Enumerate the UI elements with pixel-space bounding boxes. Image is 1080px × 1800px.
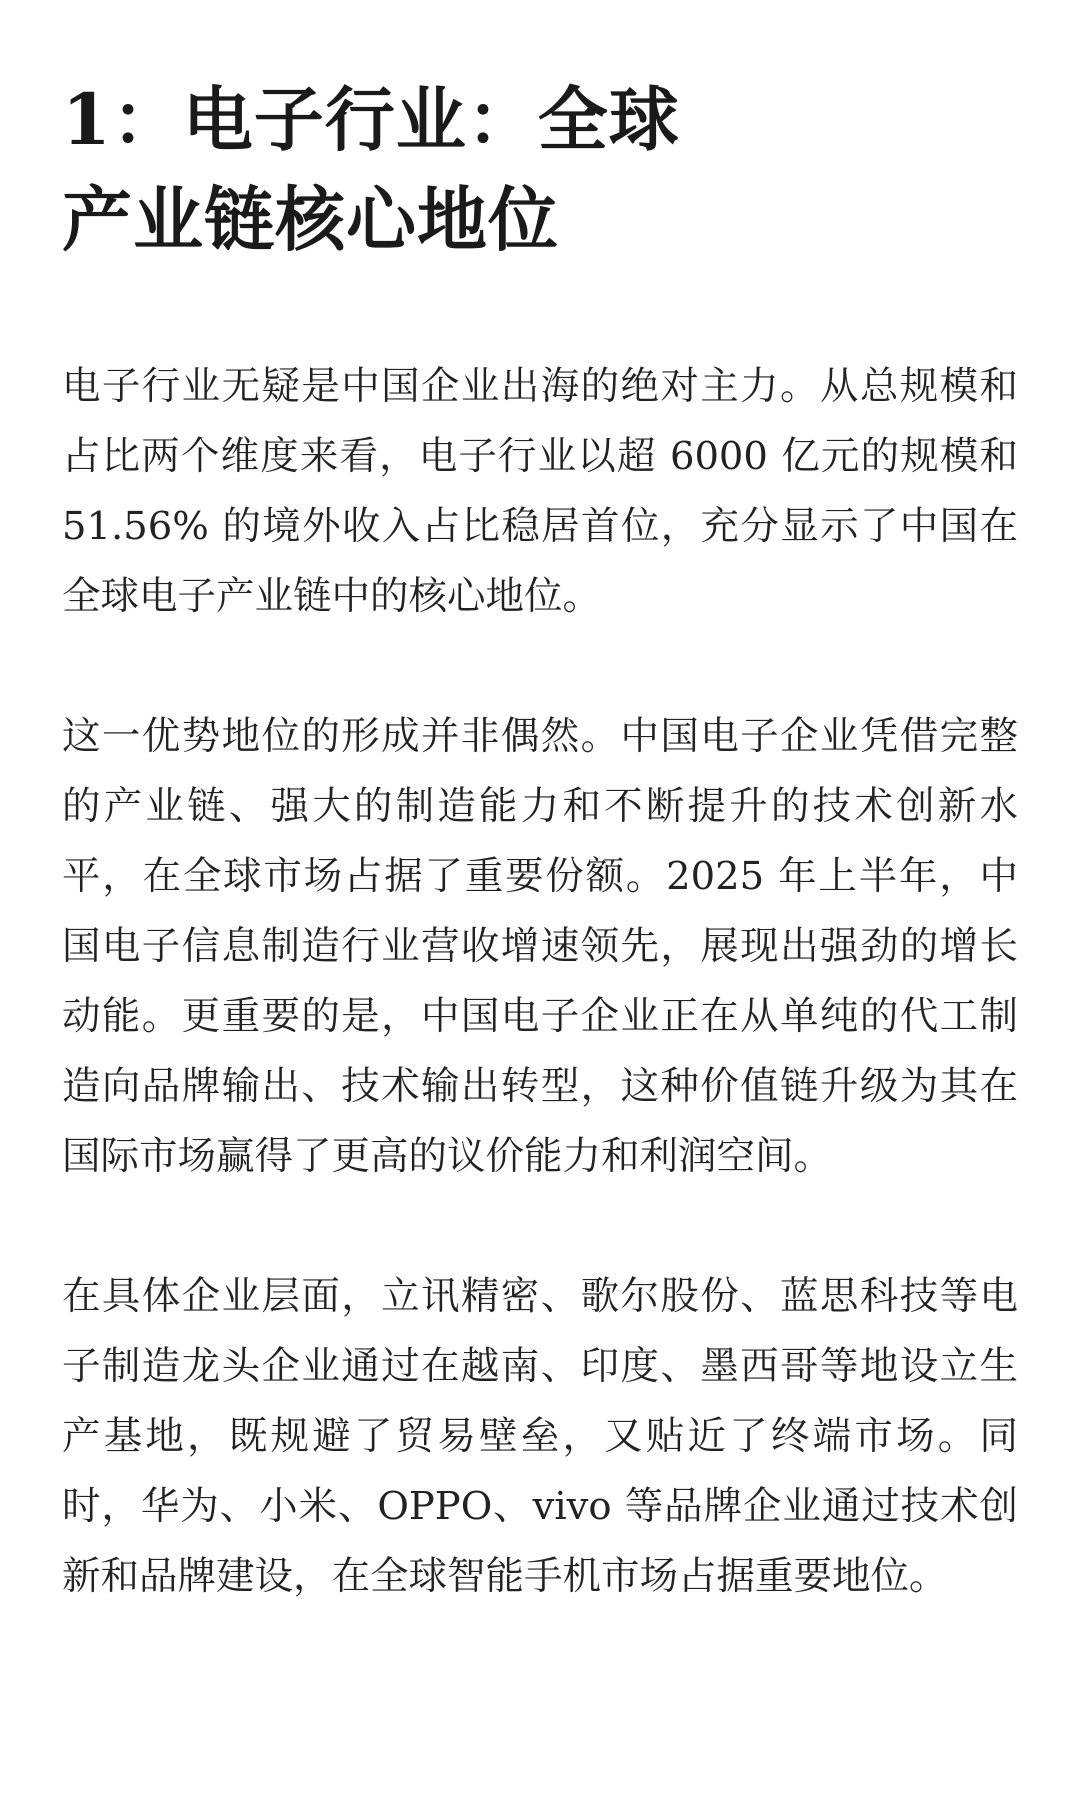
article-title-line-2: 产业链核心地位	[62, 178, 559, 261]
article-paragraph-3: 在具体企业层面，立讯精密、歌尔股份、蓝思科技等电子制造龙头企业通过在越南、印度、墨西哥等地设立生产基地，既规避了贸易壁垒，又贴近了终端市场。同时，华为、小米、OPPO、vivo 等品牌企业通过技术创新和品牌建设，在全球智能手机市场占据重要地位。	[62, 1274, 1018, 1599]
article-title-line-1: 1：电子行业：全球	[62, 78, 680, 161]
article-paragraph-2: 这一优势地位的形成并非偶然。中国电子企业凭借完整的产业链、强大的制造能力和不断提升的技术创新水平，在全球市场占据了重要份额。2025 年上半年，中国电子信息制造行业营收增速领先，展现出强劲的增长动能。更重要的是，中国电子企业正在从单纯的代工制造向品牌输出、技术输出转型，这种价值链升级为其在国际市场赢得了更高的议价能力和利润空间。	[62, 714, 1018, 1179]
article-paragraph-1: 电子行业无疑是中国企业出海的绝对主力。从总规模和占比两个维度来看，电子行业以超 6000 亿元的规模和 51.56% 的境外收入占比稳居首位，充分显示了中国在全球电子产业链中的核心地位。	[62, 364, 1018, 619]
article-title	[62, 70, 1018, 270]
article-body	[62, 352, 1018, 1612]
